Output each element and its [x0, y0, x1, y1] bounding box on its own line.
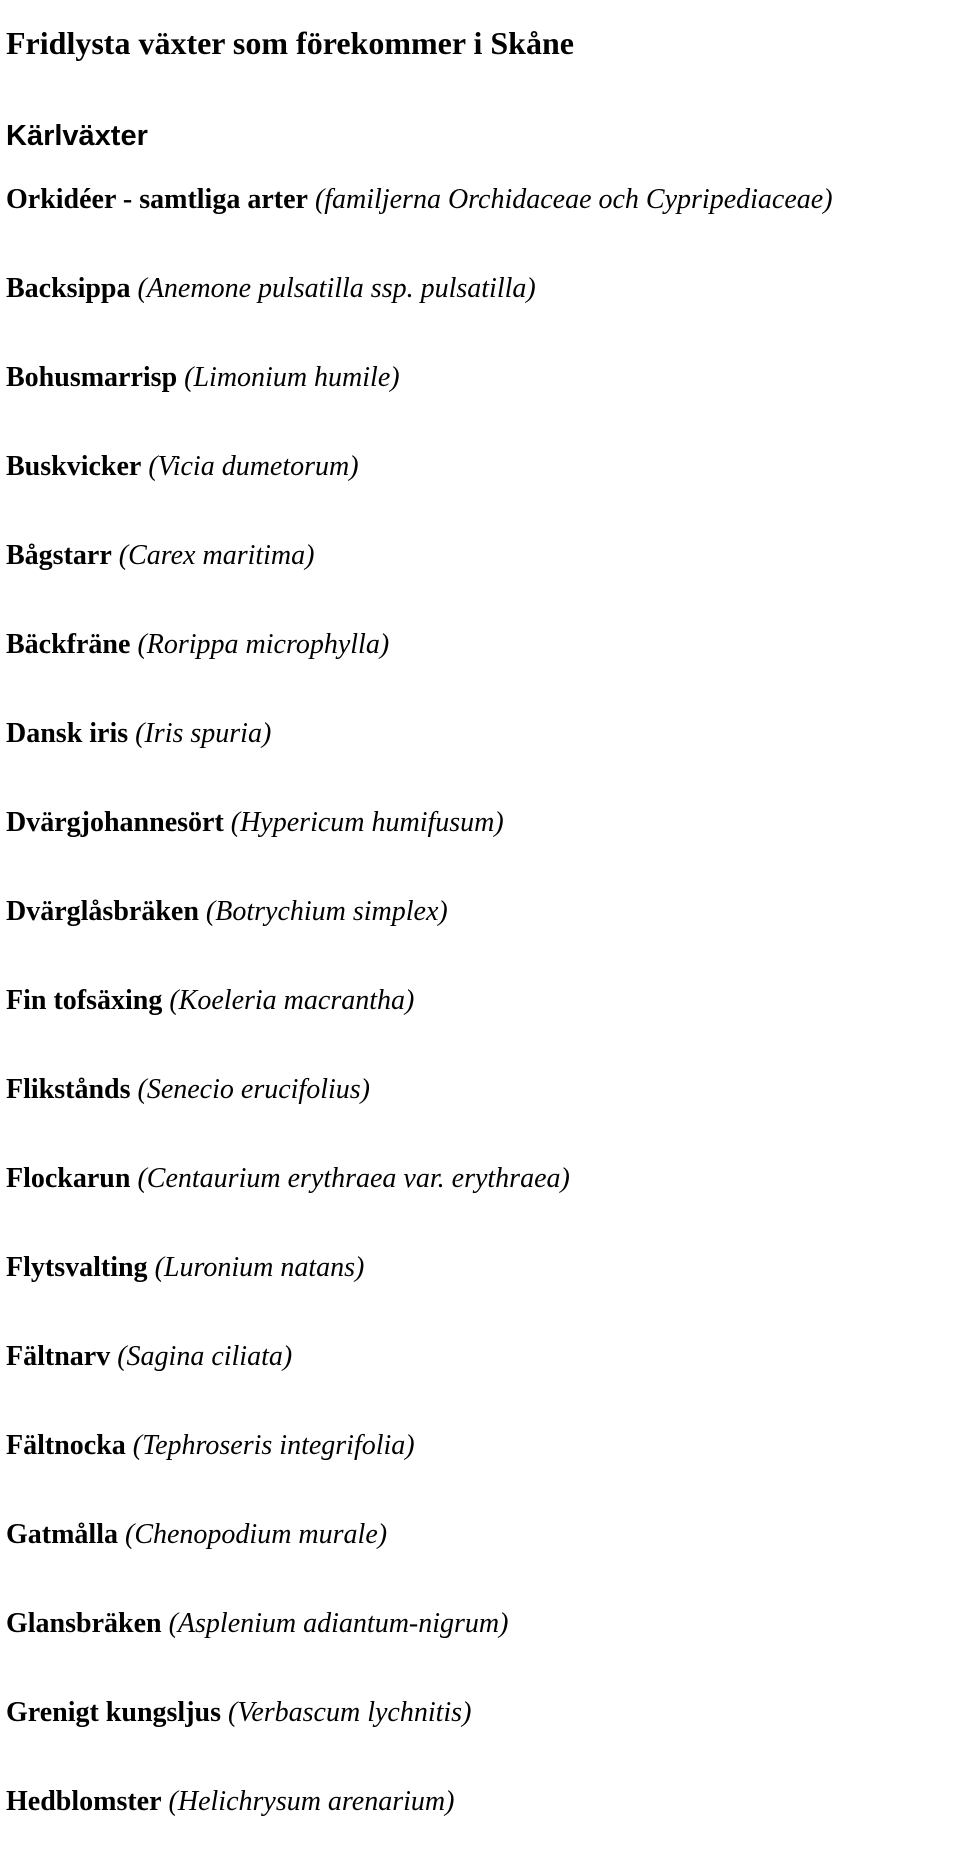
species-item [6, 180, 833, 269]
species-item [6, 625, 833, 714]
species-latin-name: (Sagina ciliata) [117, 1341, 293, 1372]
species-latin-name: (familjerna Orchidaceae och Cypripediaceae) [314, 184, 833, 215]
species-item [6, 447, 833, 536]
species-common-name: Glansbräken [6, 1608, 162, 1639]
species-item [6, 1426, 833, 1515]
species-latin-name: (Centaurium erythraea var. erythraea) [137, 1163, 570, 1194]
species-latin-name: (Senecio erucifolius) [137, 1074, 370, 1105]
species-common-name: Dansk iris [6, 718, 129, 749]
species-item [6, 1693, 833, 1782]
species-latin-name: (Vicia dumetorum) [148, 451, 359, 482]
species-common-name: Buskvicker [6, 451, 142, 482]
species-common-name: Gatmålla [6, 1519, 118, 1550]
species-item [6, 1604, 833, 1693]
species-item [6, 1515, 833, 1604]
species-common-name: Flytsvalting [6, 1252, 148, 1283]
species-item [6, 1337, 833, 1426]
species-common-name: Grenigt kungsljus [6, 1697, 221, 1728]
species-list [6, 180, 833, 1871]
species-latin-name: (Anemone pulsatilla ssp. pulsatilla) [137, 273, 536, 304]
species-common-name: Fältnarv [6, 1341, 111, 1372]
species-item [6, 803, 833, 892]
species-latin-name: (Helichrysum arenarium) [168, 1786, 455, 1817]
species-item [6, 536, 833, 625]
species-latin-name: (Hypericum humifusum) [230, 807, 504, 838]
species-item [6, 358, 833, 447]
page-title: Fridlysta växter som förekommer i Skåne [6, 25, 574, 62]
species-latin-name: (Limonium humile) [184, 362, 400, 393]
species-latin-name: (Verbascum lychnitis) [228, 1697, 472, 1728]
species-common-name: Fin tofsäxing [6, 985, 163, 1016]
species-common-name: Bäckfräne [6, 629, 131, 660]
species-item [6, 1159, 833, 1248]
species-common-name: Bohusmarrisp [6, 362, 178, 393]
species-item [6, 981, 833, 1070]
species-latin-name: (Rorippa microphylla) [137, 629, 390, 660]
species-latin-name: (Carex maritima) [118, 540, 315, 571]
species-common-name: Flikstånds [6, 1074, 131, 1105]
species-item [6, 1070, 833, 1159]
species-common-name: Hedblomster [6, 1786, 162, 1817]
species-latin-name: (Luronium natans) [154, 1252, 365, 1283]
species-latin-name: (Chenopodium murale) [125, 1519, 388, 1550]
species-latin-name: (Iris spuria) [135, 718, 272, 749]
section-heading: Kärlväxter [6, 120, 148, 153]
species-item [6, 892, 833, 981]
species-latin-name: (Botrychium simplex) [205, 896, 448, 927]
species-item [6, 714, 833, 803]
species-common-name: Dvärglåsbräken [6, 896, 199, 927]
species-common-name: Backsippa [6, 273, 131, 304]
species-latin-name: (Asplenium adiantum-nigrum) [168, 1608, 509, 1639]
species-common-name: Flockarun [6, 1163, 131, 1194]
species-common-name: Orkidéer - samtliga arter [6, 184, 308, 215]
species-common-name: Bågstarr [6, 540, 112, 571]
species-item [6, 269, 833, 358]
species-latin-name: (Koeleria macrantha) [169, 985, 415, 1016]
species-item [6, 1248, 833, 1337]
species-item [6, 1782, 833, 1871]
species-common-name: Fältnocka [6, 1430, 126, 1461]
species-latin-name: (Tephroseris integrifolia) [132, 1430, 415, 1461]
species-common-name: Dvärgjohannesört [6, 807, 224, 838]
